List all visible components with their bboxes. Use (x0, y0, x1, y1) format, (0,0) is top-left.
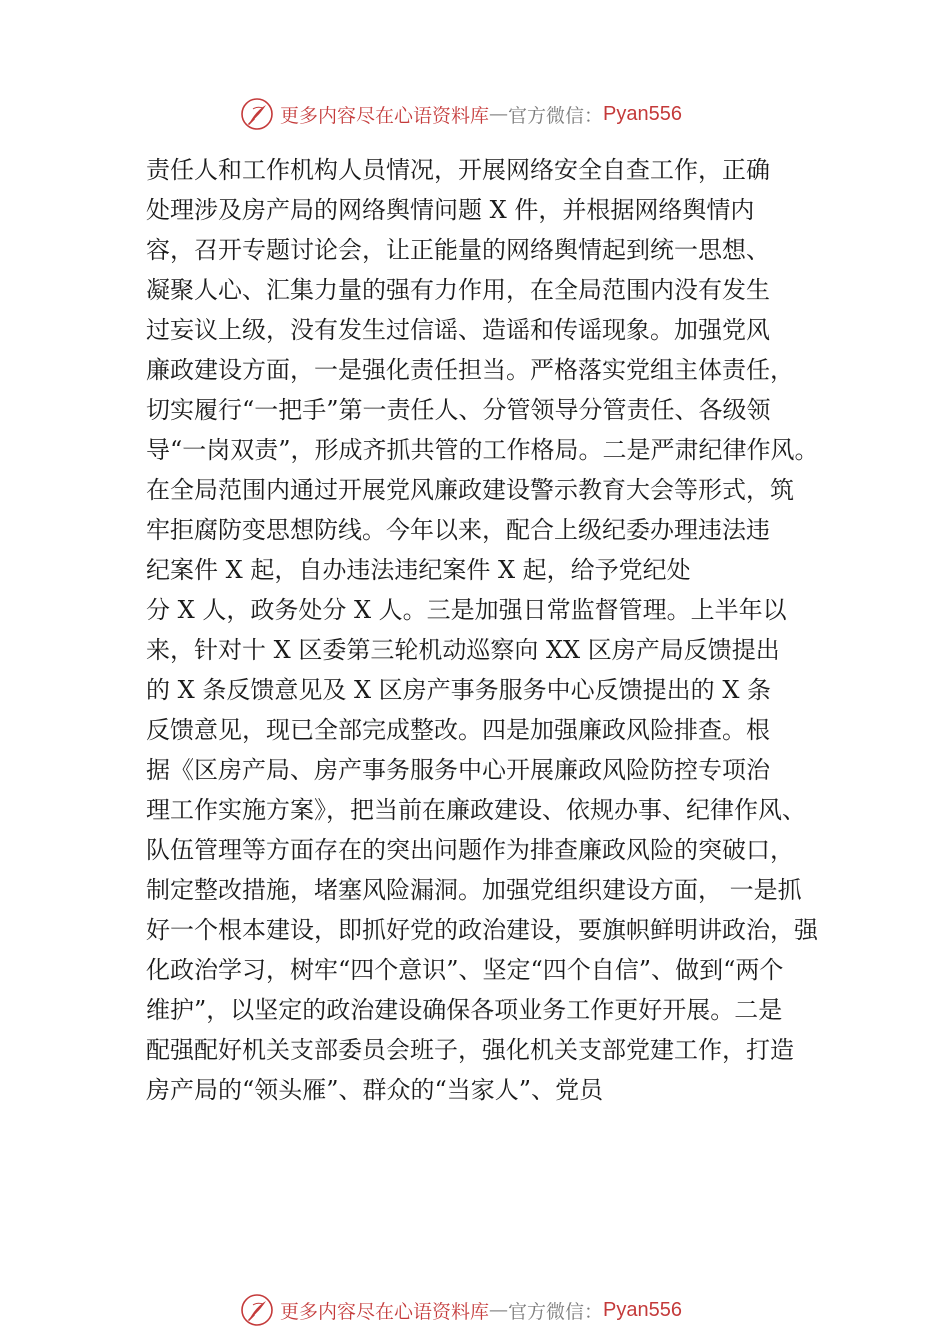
watermark-weixin-label: 官方微信： (508, 104, 604, 127)
watermark-weixin-label: 官方微信： (508, 1300, 604, 1323)
header-watermark (240, 94, 682, 134)
text-line: 处理涉及房产局的网络舆情问题 X 件，并根据网络舆情内 (146, 196, 755, 224)
text-line: 制定整改措施，堵塞风险漏洞。加强党组织建设方面， 一是抓 (146, 876, 802, 904)
watermark-site-name: 更多内容尽在心语资料库 (280, 104, 490, 127)
footer-watermark (240, 1290, 682, 1330)
text-line: 过妄议上级，没有发生过信谣、造谣和传谣现象。加强党风 (146, 316, 770, 344)
watermark-dash: — (489, 1299, 509, 1321)
text-line: 理工作实施方案》，把当前在廉政建设、依规办事、纪律作风、 (146, 796, 806, 824)
quill-pen-logo (240, 1293, 274, 1327)
text-line: 反馈意见，现已全部完成整改。四是加强廉政风险排查。根 (146, 716, 770, 744)
text-line: 在全局范围内通过开展党风廉政建设警示教育大会等形式，筑 (146, 476, 794, 504)
watermark-dash: — (489, 103, 509, 125)
text-line: 据《区房产局、房产事务服务中心开展廉政风险防控专项治 (146, 756, 770, 784)
text-line: 切实履行“一把手”第一责任人、分管领导分管责任、各级领 (146, 396, 771, 424)
text-line: 容，召开专题讨论会，让正能量的网络舆情起到统一思想、 (146, 236, 770, 264)
watermark-site-name: 更多内容尽在心语资料库 (280, 1300, 490, 1323)
text-line: 化政治学习，树牢“四个意识”、坚定“四个自信”、做到“两个 (146, 956, 784, 984)
text-line: 凝聚人心、汇集力量的强有力作用，在全局范围内没有发生 (146, 276, 770, 304)
text-line: 导“一岗双责”，形成齐抓共管的工作格局。二是严肃纪律作风。 (146, 436, 819, 464)
text-line: 牢拒腐防变思想防线。今年以来，配合上级纪委办理违法违 (146, 516, 770, 544)
text-line: 的 X 条反馈意见及 X 区房产事务服务中心反馈提出的 X 条 (146, 676, 772, 704)
text-line: 队伍管理等方面存在的突出问题作为排查廉政风险的突破口， (146, 836, 794, 864)
text-line: 纪案件 X 起，自办违法违纪案件 X 起，给予党纪处 (146, 556, 691, 584)
text-line: 房产局的“领头雁”、群众的“当家人”、党员 (146, 1076, 604, 1104)
text-line: 配强配好机关支部委员会班子，强化机关支部党建工作，打造 (146, 1036, 794, 1064)
text-line: 廉政建设方面，一是强化责任担当。严格落实党组主体责任， (146, 356, 794, 384)
text-line: 分 X 人，政务处分 X 人。三是加强日常监督管理。上半年以 (146, 596, 787, 624)
text-line: 维护”，以坚定的政治建设确保各项业务工作更好开展。二是 (146, 996, 783, 1024)
quill-pen-logo (240, 97, 274, 131)
text-line: 责任人和工作机构人员情况，开展网络安全自查工作，正确 (146, 156, 770, 184)
watermark-weixin-id: Pyan556 (603, 102, 682, 125)
text-line: 好一个根本建设，即抓好党的政治建设，要旗帜鲜明讲政治，强 (146, 916, 818, 944)
document-body (146, 150, 846, 1110)
text-line: 来，针对十 X 区委第三轮机动巡察向 XX 区房产局反馈提出 (146, 636, 780, 664)
watermark-weixin-id: Pyan556 (603, 1298, 682, 1321)
